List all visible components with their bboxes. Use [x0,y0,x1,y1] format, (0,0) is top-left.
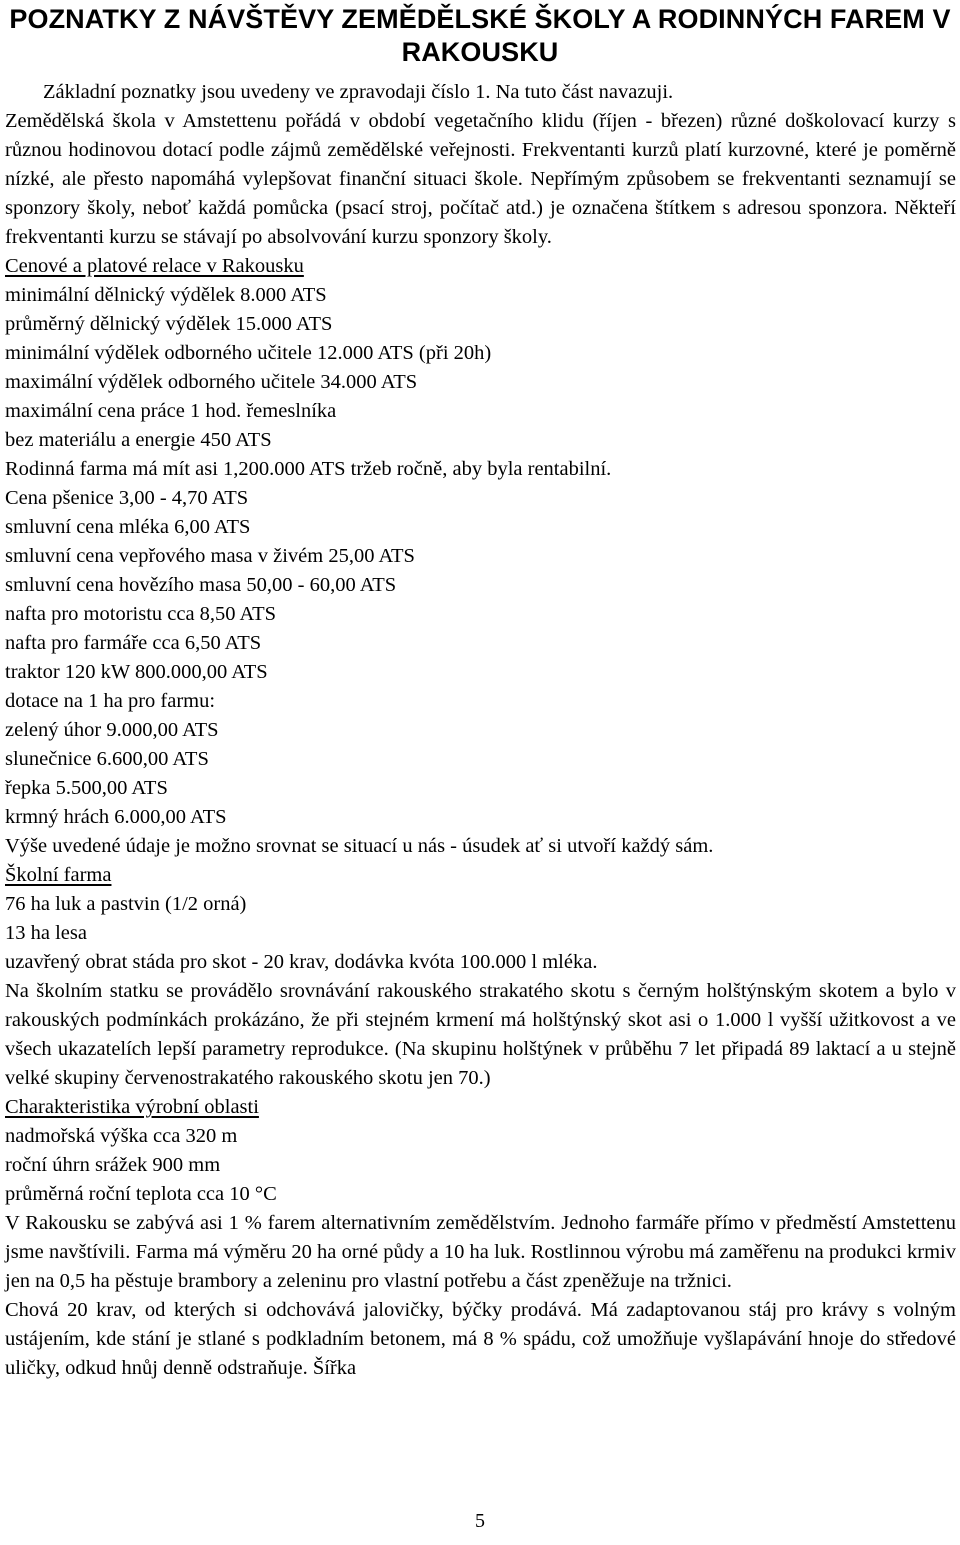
farm-heading-text: Školní farma [5,864,112,886]
price-line: smluvní cena hovězího masa 50,00 - 60,00 ATS [5,574,397,596]
farm-paragraph: Na školním statku se provádělo srovnávání rakouského strakatého skotu s černým holštýnským skotem a bylo v rakouských podmínkách prokázáno, že při stejném krmení má holštýnský skot asi o 1.000 l vyšší užitkovost a ve všech ukazatelích lepší parametry reprodukce. (Na skupinu holštýnek v průběhu 7 let připadá 89 laktací a u stejně velké skupiny červenostrakatého rakouského skotu jen 70.) [5,980,956,1089]
document-body [5,78,956,1383]
prices-heading [5,252,956,281]
price-line: Cena pšenice 3,00 - 4,70 ATS [5,487,249,509]
price-line: nafta pro farmáře cca 6,50 ATS [5,632,262,654]
price-line: slunečnice 6.600,00 ATS [5,748,209,770]
region-heading-text: Charakteristika výrobní oblasti [5,1096,259,1118]
price-line: traktor 120 kW 800.000,00 ATS [5,661,268,683]
region-fact: průměrná roční teplota cca 10 °C [5,1183,277,1205]
price-line: Výše uvedené údaje je možno srovnat se situací u nás - úsudek ať si utvoří každý sám. [5,835,714,857]
intro-paragraph: Základní poznatky jsou uvedeny ve zpravodaji číslo 1. Na tuto část navazuji. [43,81,674,103]
price-line: Rodinná farma má mít asi 1,200.000 ATS tržeb ročně, aby byla rentabilní. [5,458,612,480]
price-line: průměrný dělnický výdělek 15.000 ATS [5,313,333,335]
price-line: maximální cena práce 1 hod. řemeslníka [5,400,337,422]
farm-fact: uzavřený obrat stáda pro skot - 20 krav, dodávka kvóta 100.000 l mléka. [5,951,598,973]
price-line: krmný hrách 6.000,00 ATS [5,806,227,828]
farm-fact: 76 ha luk a pastvin (1/2 orná) [5,893,247,915]
region-fact: nadmořská výška cca 320 m [5,1125,238,1147]
price-line: minimální výdělek odborného učitele 12.000 ATS (při 20h) [5,342,492,364]
price-line: maximální výdělek odborného učitele 34.000 ATS [5,371,418,393]
region-fact: roční úhrn srážek 900 mm [5,1154,221,1176]
farm-heading [5,861,956,890]
price-line: dotace na 1 ha pro farmu: [5,690,216,712]
farm-fact: 13 ha lesa [5,922,87,944]
alternative-farming-paragraph: V Rakousku se zabývá asi 1 % farem alternativním zemědělstvím. Jednoho farmáře přímo v předměstí Amstettenu jsme navštívili. Farma má výměru 20 ha orné půdy a 10 ha luk. Rostlinnou výrobu má zaměřenu na produkci krmiv jen na 0,5 ha pěstuje brambory a zeleninu pro vlastní potřebu a část zpeněžuje na tržnici. [5,1212,956,1292]
price-line: zelený úhor 9.000,00 ATS [5,719,219,741]
price-line: řepka 5.500,00 ATS [5,777,168,799]
page-number: 5 [475,1510,485,1532]
cows-paragraph: Chová 20 krav, od kterých si odchovává jalovičky, býčky prodává. Má zadaptovanou stáj pro krávy s volným ustájením, kde stání je stlané s podkladním betonem, má 8 % spádu, což umožňuje vyšlapávání hnoje do středové uličky, odkud hnůj denně odstraňuje. Šířka [5,1299,956,1379]
prices-heading-text: Cenové a platové relace v Rakousku [5,255,304,277]
page-title: POZNATKY Z NÁVŠTĚVY ZEMĚDĚLSKÉ ŠKOLY A RODINNÝCH FAREM V RAKOUSKU [9,4,951,67]
school-paragraph: Zemědělská škola v Amstettenu pořádá v období vegetačního klidu (říjen - březen) různé doškolovací kurzy s různou hodinovou dotací podle zájmů zemědělské veřejnosti. Frekventanti kurzů platí kurzovné, které je poměrně nízké, ale přesto napomáhá vylepšovat finanční situaci škole. Nepřímým způsobem se frekventanti seznamují se sponzory školy, neboť každá pomůcka (psací stroj, počítač atd.) je označena štítkem s adresou sponzora. Někteří frekventanti kurzu se stávají po absolvování kurzu sponzory školy. [5,110,956,248]
price-line: smluvní cena mléka 6,00 ATS [5,516,251,538]
region-heading [5,1093,956,1122]
price-line: nafta pro motoristu cca 8,50 ATS [5,603,277,625]
price-line: minimální dělnický výdělek 8.000 ATS [5,284,327,306]
price-line: bez materiálu a energie 450 ATS [5,429,272,451]
price-line: smluvní cena vepřového masa v živém 25,00 ATS [5,545,415,567]
